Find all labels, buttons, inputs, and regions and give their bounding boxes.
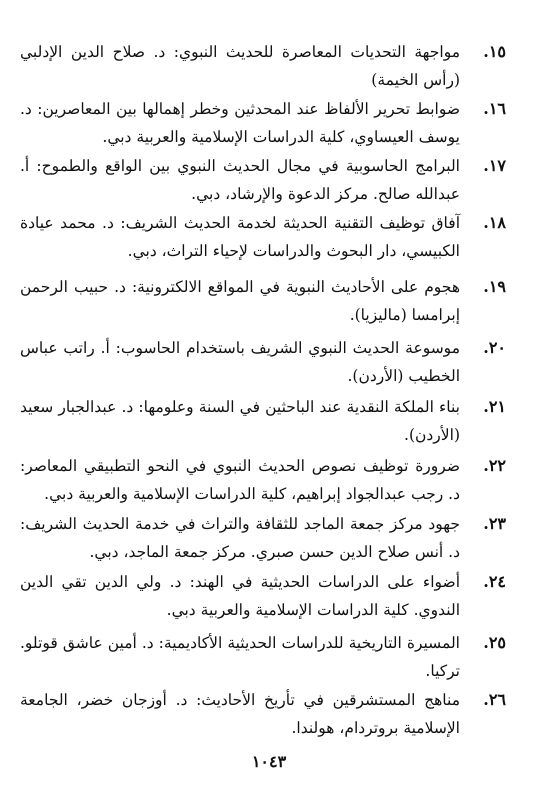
item-number: ١٦. xyxy=(483,99,506,118)
list-item xyxy=(20,510,506,566)
item-text: آفاق توظيف التقنية الحديثة لخدمة الحديث الشريف: د. محمد عيادة الكبيسي، دار البحوث والدراسات لإحياء التراث، دبي. xyxy=(20,214,460,260)
list-item xyxy=(20,38,506,94)
item-text: موسوعة الحديث النبوي الشريف باستخدام الحاسوب: أ. راتب عباس الخطيب (الأردن). xyxy=(20,339,460,385)
item-number: ١٨. xyxy=(483,213,506,232)
list-item xyxy=(20,393,506,449)
list-item xyxy=(20,152,506,208)
item-number: ٢٢. xyxy=(483,456,506,475)
item-text: هجوم على الأحاديث النبوية في المواقع الالكترونية: د. حبيب الرحمن إبرامسا (ماليزيا). xyxy=(20,278,460,324)
item-number: ١٩. xyxy=(483,277,506,296)
list-item xyxy=(20,209,506,265)
item-text: ضوابط تحرير الألفاظ عند المحدثين وخطر إهمالها بين المعاصرين: د. يوسف العيساوي، كلية الدراسات الإسلامية والعربية دبي. xyxy=(20,100,460,146)
list-item xyxy=(20,334,506,390)
item-text: مواجهة التحديات المعاصرة للحديث النبوي: د. صلاح الدين الإدلبي (رأس الخيمة) xyxy=(20,43,460,89)
list-item xyxy=(20,452,506,508)
item-text: البرامج الحاسوبية في مجال الحديث النبوي بين الواقع والطموح: أ. عبدالله صالح. مركز الدعوة والإرشاد، دبي. xyxy=(20,157,460,203)
list-item xyxy=(20,273,506,329)
item-number: ٢١. xyxy=(483,397,506,416)
item-text: أضواء على الدراسات الحديثية في الهند: د. ولي الدين تقي الدين الندوي. كلية الدراسات الإسلامية والعربية دبي. xyxy=(20,573,460,619)
page-number: ١٠٤٣ xyxy=(251,752,287,771)
item-text: ضرورة توظيف نصوص الحديث النبوي في النحو التطبيقي المعاصر: د. رجب عبدالجواد إبراهيم، كلية الدراسات الإسلامية والعربية دبي. xyxy=(20,457,460,503)
item-number: ١٥. xyxy=(483,42,506,61)
item-text: المسيرة التاريخية للدراسات الحديثية الأكاديمية: د. أمين عاشق قوتلو. تركيا. xyxy=(20,634,460,680)
item-number: ٢٥. xyxy=(483,633,506,652)
item-number: ٢٦. xyxy=(483,690,506,709)
item-number: ٢٤. xyxy=(483,572,506,591)
list-item xyxy=(20,629,506,685)
list-item xyxy=(20,95,506,151)
item-number: ١٧. xyxy=(483,156,506,175)
list-item xyxy=(20,686,506,742)
item-text: جهود مركز جمعة الماجد للثقافة والتراث في خدمة الحديث الشريف: د. أنس صلاح الدين حسن صبري. مركز جمعة الماجد، دبي. xyxy=(20,515,460,561)
item-number: ٢٣. xyxy=(483,514,506,533)
item-text: مناهج المستشرقين في تأريخ الأحاديث: د. أوزجان خضر، الجامعة الإسلامية بروتردام، هولندا. xyxy=(20,691,460,737)
item-text: بناء الملكة النقدية عند الباحثين في السنة وعلومها: د. عبدالجبار سعيد (الأردن). xyxy=(20,398,460,444)
list-item xyxy=(20,568,506,624)
item-number: ٢٠. xyxy=(483,338,506,357)
